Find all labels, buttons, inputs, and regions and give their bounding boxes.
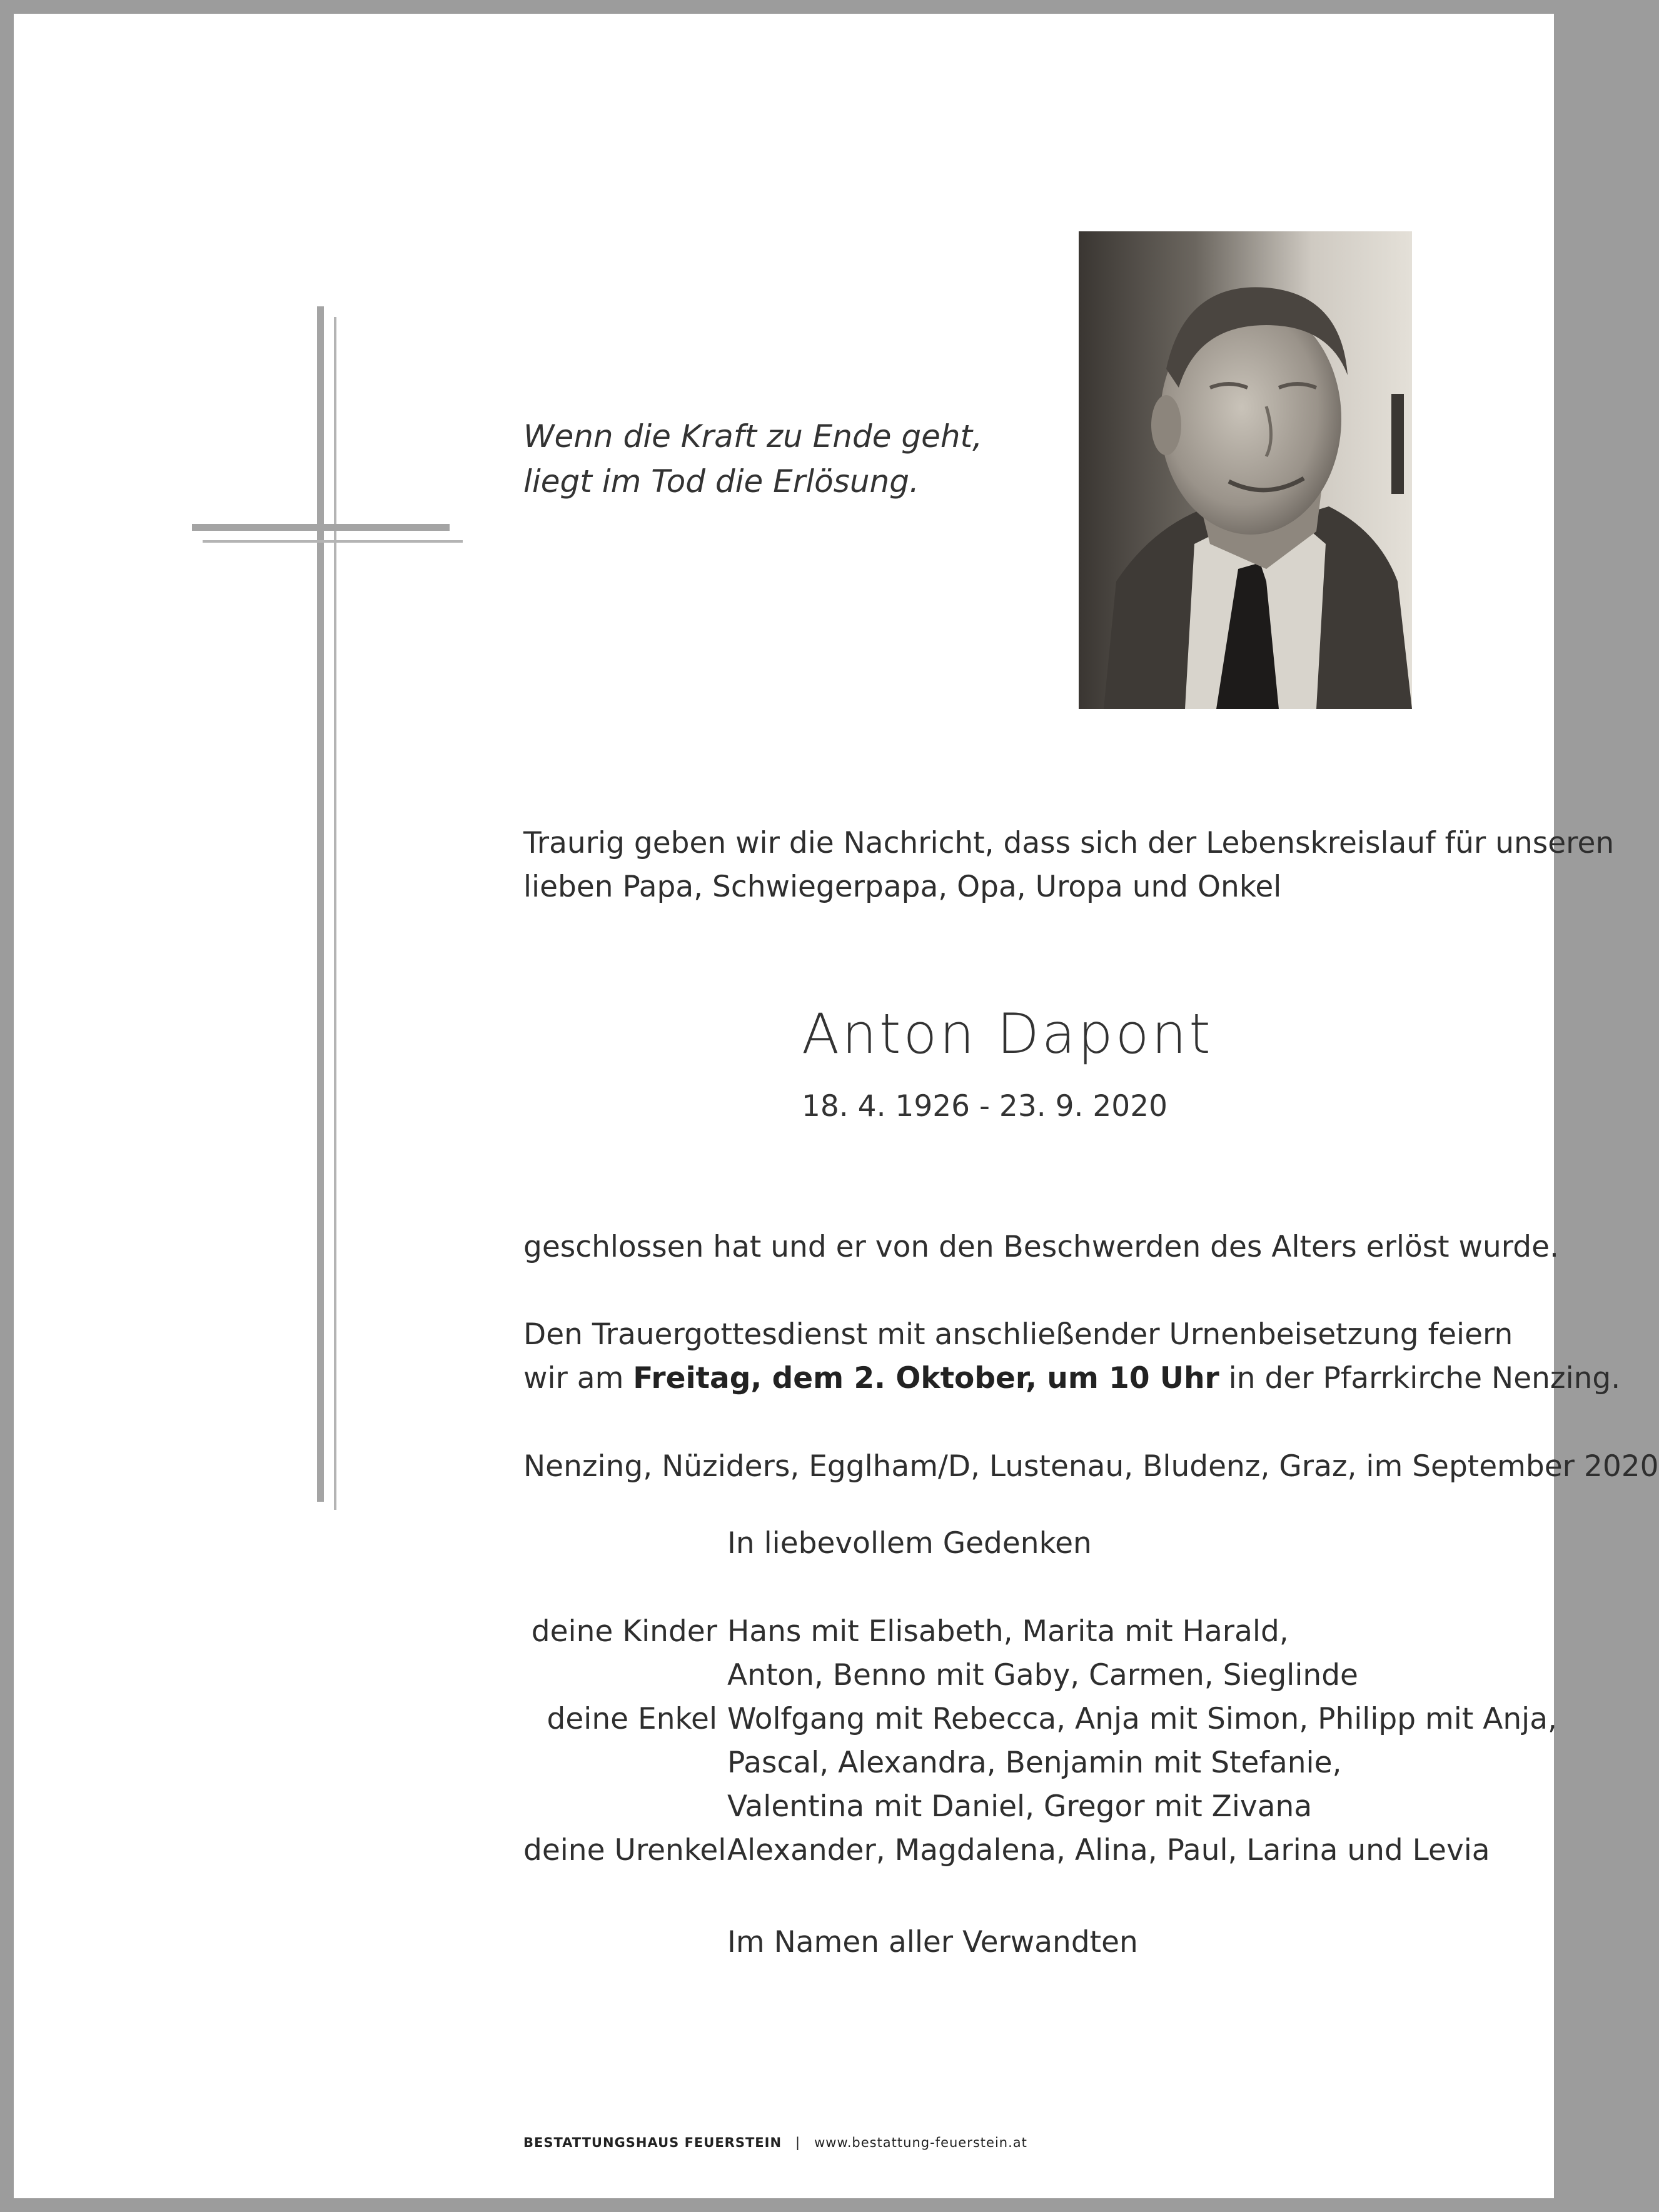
children-names (727, 1610, 1358, 1697)
children-line-1: Hans mit Elisabeth, Marita mit Harald, (727, 1614, 1289, 1649)
portrait-photo (1079, 231, 1412, 709)
children-line-2: Anton, Benno mit Gaby, Carmen, Sieglinde (727, 1658, 1358, 1692)
deceased-name: Anton Dapont (802, 1002, 1213, 1066)
grandchildren-line-1: Wolfgang mit Rebecca, Anja mit Simon, Philipp mit Anja, (727, 1702, 1557, 1736)
quote (523, 414, 982, 504)
great-grandchildren-line-1: Alexander, Magdalena, Alina, Paul, Larina und Levia (727, 1833, 1490, 1868)
cross-vertical-bar (317, 306, 324, 1502)
grandchildren-label: deine Enkel (547, 1702, 717, 1736)
memory-line: In liebevollem Gedenken (727, 1526, 1092, 1561)
closing-text: geschlossen hat und er von den Beschwerden des Alters erlöst wurde. (523, 1230, 1559, 1264)
footer-website-link[interactable]: www.bestattung-feuerstein.at (814, 2135, 1027, 2150)
service-date-time: Freitag, dem 2. Oktober, um 10 Uhr (633, 1361, 1219, 1395)
footer-brand: BESTATTUNGSHAUS FEUERSTEIN (523, 2135, 782, 2150)
intro-text (523, 822, 1614, 909)
cross-horizontal-bar (192, 524, 450, 531)
obituary-card (14, 14, 1659, 2198)
service-line-2-pre: wir am (523, 1361, 633, 1395)
quote-line-2: liegt im Tod die Erlösung. (523, 463, 919, 500)
great-grandchildren-names (727, 1829, 1490, 1873)
service-line-2-post: in der Pfarrkirche Nenzing. (1219, 1361, 1621, 1395)
intro-line-1: Traurig geben wir die Nachricht, dass sich der Lebenskreislauf für unseren (523, 826, 1615, 860)
great-grandchildren-label: deine Urenkel (523, 1833, 727, 1868)
children-label: deine Kinder (531, 1614, 717, 1649)
grandchildren-line-2: Pascal, Alexandra, Benjamin mit Stefanie, (727, 1746, 1342, 1780)
places-date-line: Nenzing, Nüziders, Egglham/D, Lustenau, Bludenz, Graz, im September 2020 (523, 1449, 1659, 1484)
signature-line: Im Namen aller Verwandten (727, 1925, 1138, 1959)
portrait-image (1079, 231, 1412, 709)
cross-horizontal-line (203, 540, 463, 543)
service-text (523, 1313, 1620, 1400)
grandchildren-line-3: Valentina mit Daniel, Gregor mit Zivana (727, 1789, 1313, 1824)
life-dates: 18. 4. 1926 - 23. 9. 2020 (802, 1089, 1167, 1124)
footer-separator: | (795, 2135, 801, 2150)
service-line-1: Den Trauergottesdienst mit anschließender Urnenbeisetzung feiern (523, 1317, 1513, 1352)
footer (523, 2135, 1027, 2150)
quote-line-1: Wenn die Kraft zu Ende geht, (523, 418, 983, 455)
intro-line-2: lieben Papa, Schwiegerpapa, Opa, Uropa und Onkel (523, 870, 1282, 904)
grandchildren-names (727, 1697, 1557, 1829)
service-line-2 (523, 1357, 1620, 1400)
cross-vertical-line (334, 317, 336, 1510)
